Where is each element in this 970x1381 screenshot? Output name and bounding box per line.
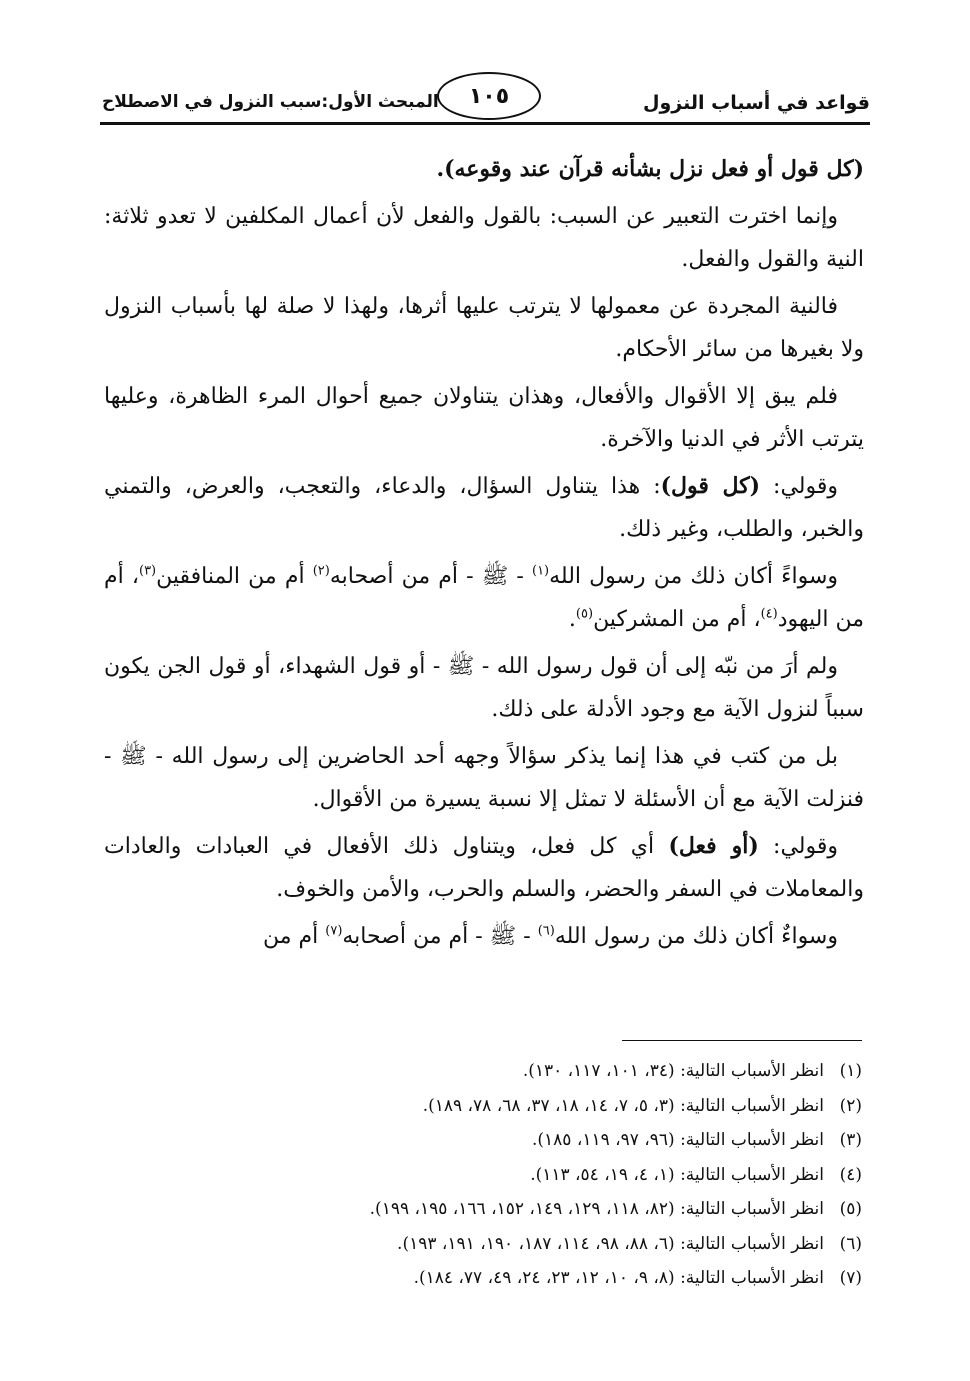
paragraph: فلم يبق إلا الأقوال والأفعال، وهذان يتناولان جميع أحوال المرء الظاهرة، وعليها يترتب الأثر في الدنيا والآخرة. [104, 383, 864, 452]
footnote-number: (٣) [839, 1130, 862, 1150]
text-run: أم من المنافقين [156, 563, 313, 589]
footnote-ref: (١) [531, 563, 550, 579]
footnote-ref: (٥) [575, 606, 594, 622]
text-run: وسواءً أكان ذلك من رسول الله [549, 563, 838, 589]
footnotes [102, 1054, 862, 1296]
footnote [102, 1227, 862, 1262]
text-run: وقولي: [758, 833, 838, 859]
paragraph-sources [104, 555, 864, 642]
footnote-ref: (٢) [312, 563, 330, 579]
footnote [102, 1158, 862, 1193]
paragraph-aw-fil [104, 825, 864, 912]
text-run: : هذا يتناول السؤال، والدعاء، والتعجب، والعرض، والتمني والخبر، والطلب، وغير ذلك. [104, 473, 864, 542]
text-run: ، أم من اليهود [104, 563, 864, 632]
text-run: أي كل فعل، ويتناول ذلك الأفعال في العبادات والعادات والمعاملات في السفر والحضر، والسلم والحرب، والأمن والخوف. [104, 833, 864, 902]
footnote [102, 1192, 862, 1227]
paragraph-kul-qawl [104, 465, 864, 552]
footnote-ref: (٦) [537, 923, 555, 939]
footnote-text: انظر الأسباب التالية: (٣، ٥، ٧، ١٤، ١٨، ٣٧، ٦٨، ٧٨، ١٨٩). [422, 1095, 824, 1116]
footnote-text: انظر الأسباب التالية: (٨، ٩، ١٠، ١٢، ٢٣، ٢٤، ٤٩، ٧٧، ١٨٤). [413, 1268, 824, 1288]
paragraph: وإنما اخترت التعبير عن السبب: بالقول والفعل لأن أعمال المكلفين لا تعدو ثلاثة: النية والقول والفعل. [104, 203, 864, 272]
text-run: - ﷺ - أم من أصحابه [342, 923, 538, 949]
footnote-number: (٧) [839, 1268, 862, 1288]
paragraph-sources-2 [104, 915, 864, 959]
footnote [102, 1123, 862, 1158]
footnote-number: (٤) [839, 1164, 862, 1185]
footnote [102, 1089, 862, 1124]
footnote-rule [622, 1040, 862, 1041]
text-run: أم من [262, 923, 326, 949]
section-title: المبحث الأول:سبب النزول في الاصطلاح [102, 92, 439, 112]
text-run: وسواءٌ أكان ذلك من رسول الله [554, 923, 838, 949]
text-run: - ﷺ - أم من أصحابه [329, 563, 532, 589]
footnote-text: انظر الأسباب التالية: (١، ٤، ١٩، ٥٤، ١١٣). [530, 1164, 824, 1185]
footnote-number: (٦) [839, 1233, 862, 1254]
text-run: ، أم من المشركين [593, 607, 761, 632]
footnote [102, 1054, 862, 1089]
paragraph: بل من كتب في هذا إنما يذكر سؤالاً وجهه أحد الحاضرين إلى رسول الله - ﷺ - فنزلت الآية مع أن الأسئلة لا تمثل إلا نسبة يسيرة من الأقوال. [104, 743, 864, 812]
definition-paragraph: (كل قول أو فعل نزل بشأنه قرآن عند وقوعه). [436, 156, 864, 182]
footnote-ref: (٣) [138, 563, 157, 579]
text-run: وقولي: [760, 473, 838, 499]
footnote-text: انظر الأسباب التالية: (٩٦، ٩٧، ١١٩، ١٨٥). [531, 1130, 824, 1150]
footnote [102, 1261, 862, 1296]
footnote-text: انظر الأسباب التالية: (٦، ٨٨، ٩٨، ١١٤، ١٨٧، ١٩٠، ١٩١، ١٩٣). [397, 1233, 824, 1254]
footnote-ref: (٧) [325, 923, 343, 939]
footnote-text: انظر الأسباب التالية: (٣٤، ١٠١، ١١٧، ١٣٠). [522, 1061, 824, 1081]
page-header [100, 72, 870, 124]
header-rule [100, 122, 870, 125]
footnote-number: (١) [839, 1061, 862, 1081]
bold-term: (أو فعل) [668, 832, 759, 859]
text-run: . [568, 607, 576, 632]
footnote-number: (٥) [839, 1199, 862, 1219]
paragraph: فالنية المجردة عن معمولها لا يترتب عليها أثرها، ولهذا لا صلة لها بأسباب النزول ولا بغيرها من سائر الأحكام. [104, 293, 864, 362]
footnote-text: انظر الأسباب التالية: (٨٢، ١١٨، ١٢٩، ١٤٩، ١٥٢، ١٦٦، ١٩٥، ١٩٩). [369, 1199, 824, 1219]
bold-term: (كل قول) [660, 472, 761, 499]
paragraph: ولم أرَ من نبّه إلى أن قول رسول الله - ﷺ - أو قول الشهداء، أو قول الجن يكون سبباً لنزول الآية مع وجود الأدلة على ذلك. [104, 653, 864, 722]
footnote-number: (٢) [839, 1095, 862, 1116]
page-number: ١٠٥ [437, 72, 541, 120]
book-title: قواعد في أسباب النزول [642, 92, 870, 114]
footnote-ref: (٤) [760, 606, 778, 622]
main-text [104, 148, 864, 961]
